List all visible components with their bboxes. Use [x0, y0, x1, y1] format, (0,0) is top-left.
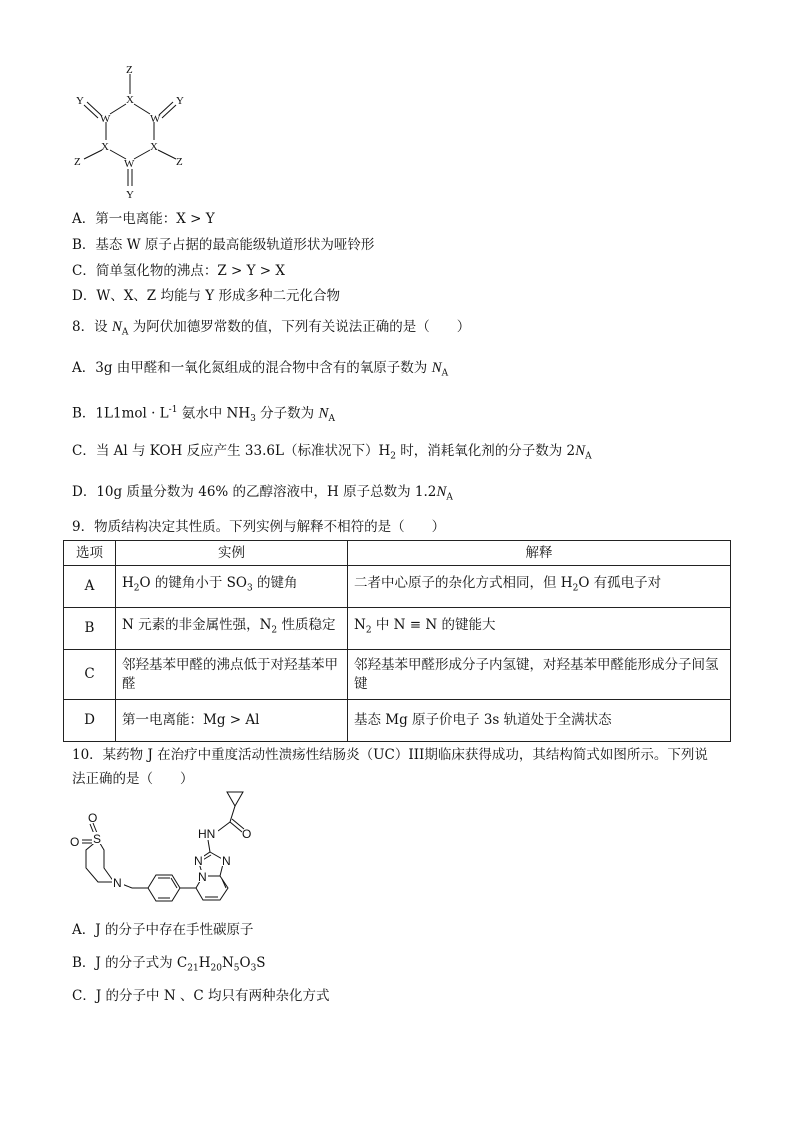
q9-header-example: 实例	[116, 541, 348, 566]
q7-atom-z-top: Z	[126, 64, 133, 76]
q9-row-a-explanation: 二者中心原子的杂化方式相同，但 $H_2O$ 有孤电子对	[348, 566, 731, 608]
q10-molecule-structure	[70, 788, 270, 916]
table-row	[64, 608, 731, 650]
q9-stem: 9．物质结构决定其性质。下列实例与解释不相符的是（ ）	[72, 519, 446, 535]
q7-option-c: C．简单氢化物的沸点：Z > Y > X	[72, 263, 286, 279]
q9-row-c-option: C	[64, 650, 116, 700]
q10-atom-o-left: O	[70, 835, 80, 849]
q10-atom-o-top: O	[88, 811, 98, 825]
q9-row-b-example: N 元素的非金属性强，$N_2$ 性质稳定	[116, 608, 348, 650]
q9-row-c-explanation: 邻羟基苯甲醛形成分子内氢键，对羟基苯甲醛能形成分子间氢键	[348, 650, 731, 700]
table-row	[64, 650, 731, 700]
q8-option-c: C．当 Al 与 KOH 反应产生 33.6L（标准状况下）$H_2$ 时，消耗氧化剂的分子数为 $2N_A$	[72, 443, 592, 462]
q7-atom-y-left: Y	[76, 95, 84, 107]
q7-atom-x-right: X	[150, 141, 158, 153]
q7-option-a: A．第一电离能：X > Y	[72, 211, 215, 227]
q10-atom-hn: HN	[198, 827, 216, 841]
q7-atom-w-bottom: W	[124, 158, 135, 170]
q9-table	[63, 540, 731, 742]
q10-atom-o-carbonyl: O	[242, 827, 252, 841]
q9-row-a-example: $H_2O$ 的键角小于 $SO_3$ 的键角	[116, 566, 348, 608]
q7-atom-w-left: W	[100, 113, 111, 125]
table-row	[64, 700, 731, 742]
q7-atom-w-right: W	[150, 113, 161, 125]
q9-row-a-option: A	[64, 566, 116, 608]
table-row	[64, 566, 731, 608]
q7-atom-y-right: Y	[176, 95, 184, 107]
q8-option-d: D．10g 质量分数为 46% 的乙醇溶液中，H 原子总数为 $1.2N_A$	[72, 484, 453, 503]
q10-stem-line2: 法正确的是（ ）	[72, 771, 194, 787]
q10-option-a: A．J 的分子中存在手性碳原子	[72, 922, 254, 938]
q10-atom-n-1: N	[194, 854, 203, 868]
q9-row-d-explanation: 基态 Mg 原子价电子 3s 轨道处于全满状态	[348, 700, 731, 742]
q8-option-a: A．3g 由甲醛和一氧化氮组成的混合物中含有的氧原子数为 $N_A$	[72, 360, 449, 379]
q8-stem: 8．设 $N_A$ 为阿伏加德罗常数的值，下列有关说法正确的是（ ）	[72, 319, 471, 338]
q7-atom-y-bottom: Y	[126, 189, 134, 201]
q7-ring-structure	[70, 62, 190, 207]
q9-row-d-example: 第一电离能：Mg > Al	[116, 700, 348, 742]
q10-atom-n-2: N	[222, 854, 231, 868]
q9-row-b-explanation: $N_2$ 中 N ≡ N 的键能大	[348, 608, 731, 650]
q10-atom-s: S	[93, 832, 102, 846]
q9-row-b-option: B	[64, 608, 116, 650]
q7-atom-x-top: X	[126, 94, 134, 106]
q7-atom-z-left: Z	[74, 156, 81, 168]
q10-atom-n-3: N	[198, 870, 207, 884]
q9-row-d-option: D	[64, 700, 116, 742]
q7-atom-z-right: Z	[176, 156, 183, 168]
q9-row-c-example: 邻羟基苯甲醛的沸点低于对羟基苯甲醛	[116, 650, 348, 700]
q7-option-b: B．基态 W 原子占据的最高能级轨道形状为哑铃形	[72, 237, 375, 253]
q7-option-d: D．W、X、Z 均能与 Y 形成多种二元化合物	[72, 288, 340, 304]
q9-header-explanation: 解释	[348, 541, 731, 566]
q10-atom-n-ring: N	[113, 876, 122, 890]
q10-option-c: C．J 的分子中 N 、C 均只有两种杂化方式	[72, 988, 330, 1004]
q7-atom-x-left: X	[101, 141, 109, 153]
q9-header-row	[64, 541, 731, 566]
q8-option-b: B．$1L1mol \cdot L^{-1}$ 氨水中 $NH_3$ 分子数为 $N_A$	[72, 405, 335, 425]
q10-option-b: B．J 的分子式为 $C_{21}H_{20}N_5O_3S$	[72, 955, 266, 974]
q10-stem-line1: 10．某药物 J 在治疗中重度活动性溃疡性结肠炎（UC）III期临床获得成功，其结构简式如图所示。下列说	[72, 747, 708, 763]
q9-header-option: 选项	[64, 541, 116, 566]
